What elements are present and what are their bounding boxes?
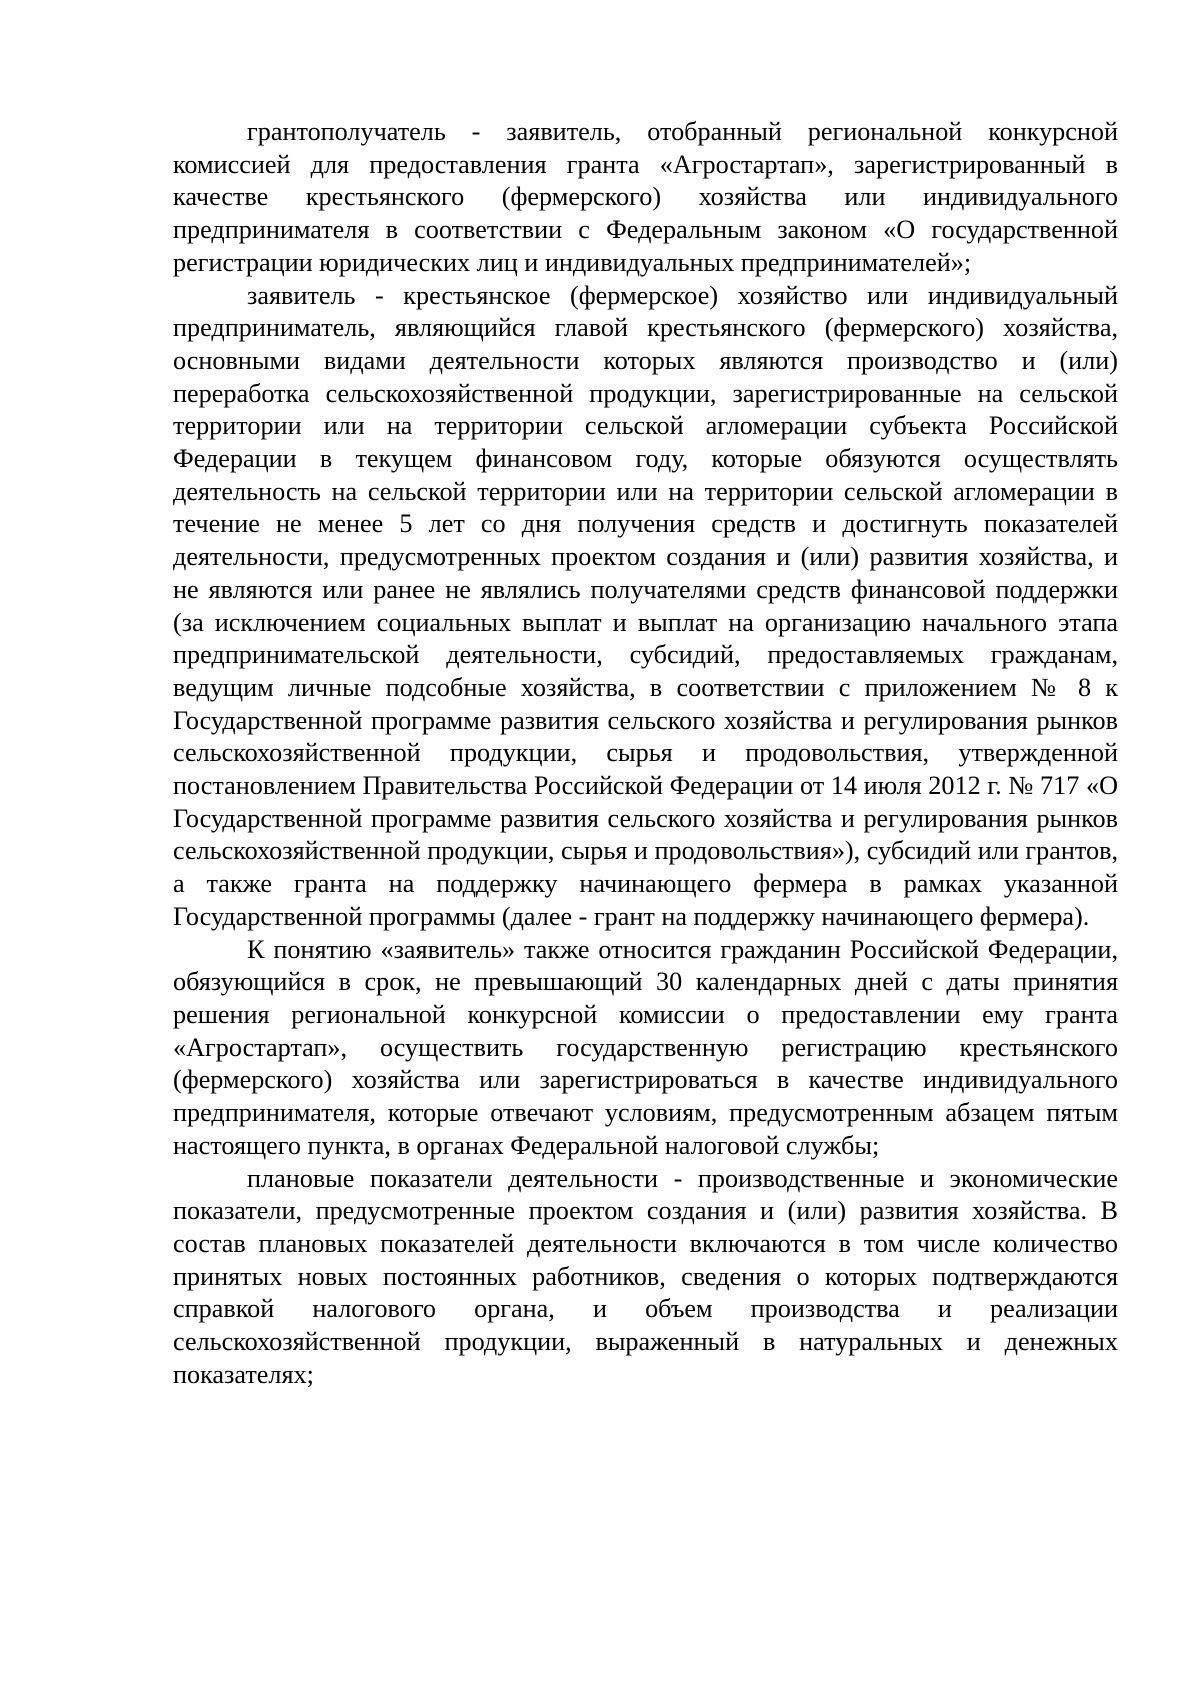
paragraph-grant-recipient-definition: грантополучатель - заявитель, отобранный региональной конкурсной комиссией для предоставления гранта «Агростартап», зарегистрированный в качестве крестьянского (фермерского) хозяйства или индивидуального предпринимателя в соответствии с Федеральным законом «О государственной регистрации юридических лиц и индивидуальных предпринимателей»;: [173, 117, 1118, 277]
document-body: [173, 116, 1118, 1391]
paragraph-applicant-definition: заявитель - крестьянское (фермерское) хозяйство или индивидуальный предприниматель, являющийся главой крестьянского (фермерского) хозяйства, основными видами деятельности которых являются производство и (или) переработка сельскохозяйственной продукции, зарегистрированные на сельской территории или на территории сельской агломерации субъекта Российской Федерации в текущем финансовом году, которые обязуются осуществлять деятельность на сельской территории или на территории сельской агломерации в течение не менее 5 лет со дня получения средств и достигнуть показателей деятельности, предусмотренных проектом создания и (или) развития хозяйства, и не являются или ранее не являлись получателями средств финансовой поддержки (за исключением социальных выплат и выплат на организацию начального этапа предпринимательской деятельности, субсидий, предоставляемых гражданам, ведущим личные подсобные хозяйства, в соответствии с приложением № 8 к Государственной программе развития сельского хозяйства и регулирования рынков сельскохозяйственной продукции, сырья и продовольствия, утвержденной постановлением Правительства Российской Федерации от 14 июля 2012 г. № 717 «О Государственной программе развития сельского хозяйства и регулирования рынков сельскохозяйственной продукции, сырья и продовольствия»), субсидий или грантов, а также гранта на поддержку начинающего фермера в рамках указанной Государственной программы (далее - грант на поддержку начинающего фермера).: [173, 280, 1118, 931]
paragraph-planned-indicators: плановые показатели деятельности - производственные и экономические показатели, предусмотренные проектом создания и (или) развития хозяйства. В состав плановых показателей деятельности включаются в том числе количество принятых новых постоянных работников, сведения о которых подтверждаются справкой налогового органа, и объем производства и реализации сельскохозяйственной продукции, выраженный в натуральных и денежных показателях;: [173, 1163, 1118, 1389]
paragraph-applicant-citizen: К понятию «заявитель» также относится гражданин Российской Федерации, обязующийся в срок, не превышающий 30 календарных дней с даты принятия решения региональной конкурсной комиссии о предоставлении ему гранта «Агростартап», осуществить государственную регистрацию крестьянского (фермерского) хозяйства или зарегистрироваться в качестве индивидуального предпринимателя, которые отвечают условиям, предусмотренным абзацем пятым настоящего пункта, в органах Федеральной налоговой службы;: [173, 934, 1118, 1160]
